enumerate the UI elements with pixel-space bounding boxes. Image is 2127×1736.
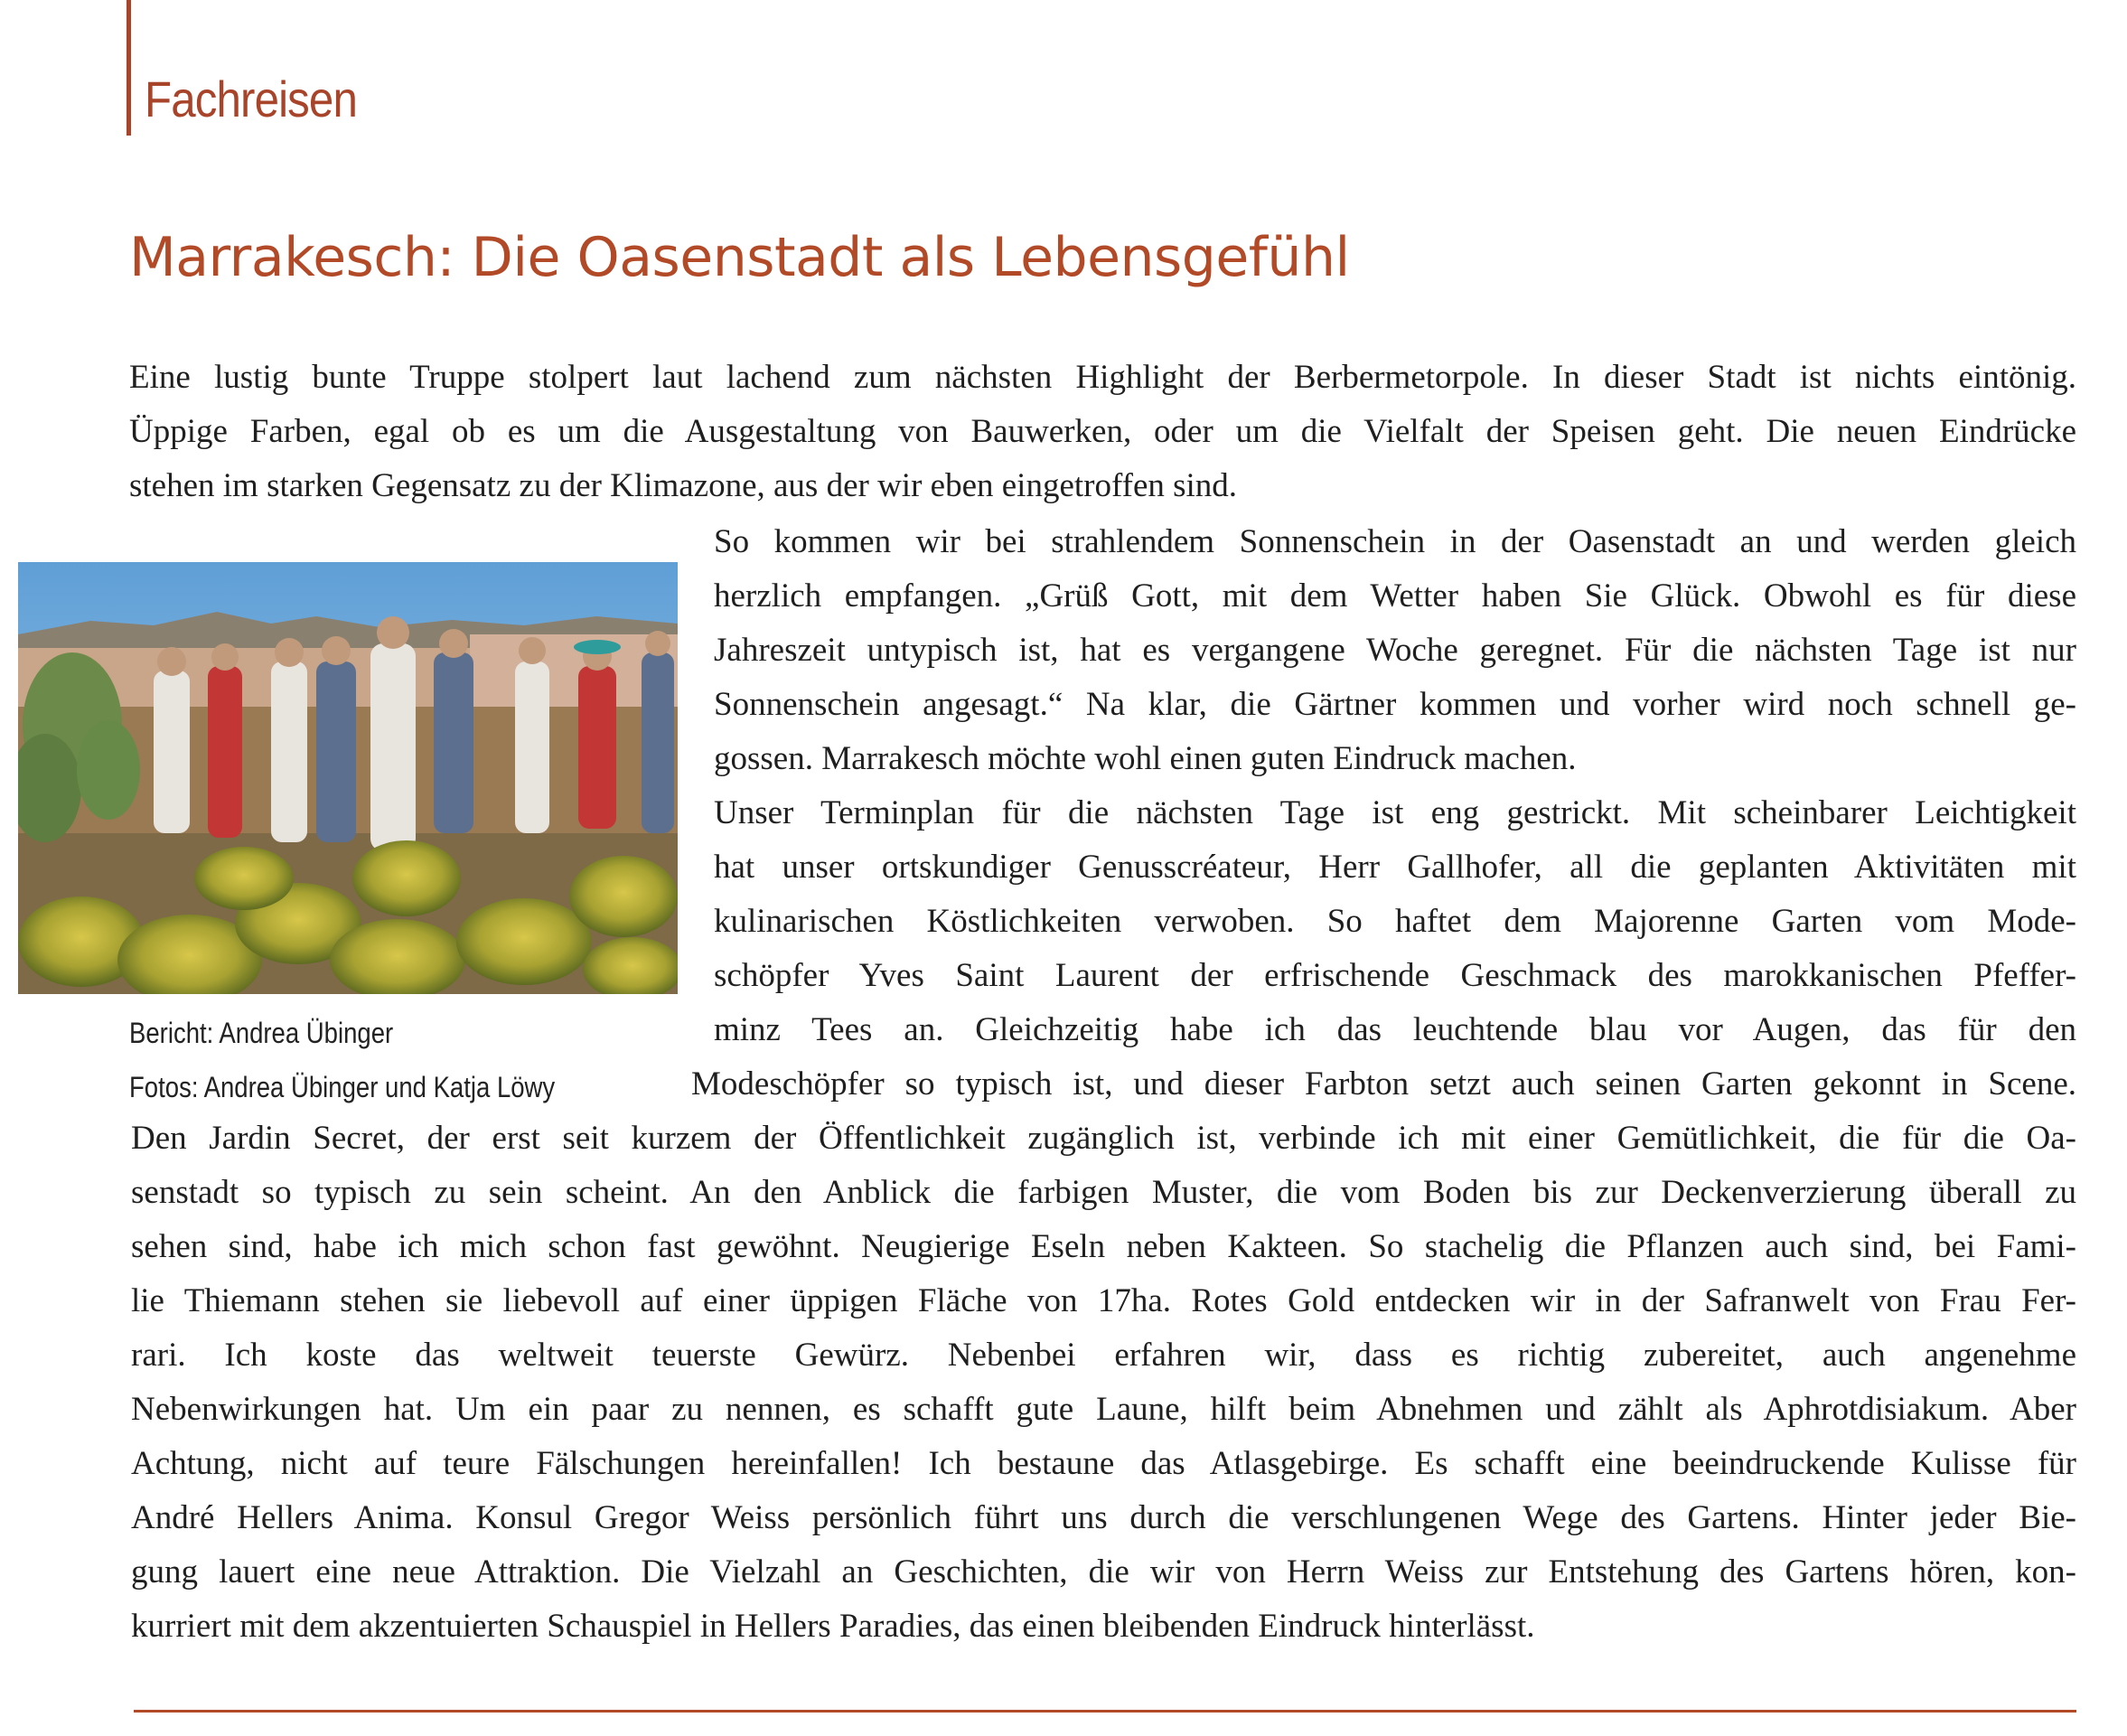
body-line: sehen sind, habe ich mich schon fast gewöhnt. Neugierige Eseln neben Kakteen. So stachelig die Pflanzen auch sind, bei Fami- [131,1228,2076,1265]
section-rule [126,0,131,136]
body-line: Nebenwirkungen hat. Um ein paar zu nennen, es schafft gute Laune, hilft beim Abnehmen und zählt als Aphrotdisiakum. Aber [131,1391,2076,1428]
report-credit: Bericht: Andrea Übinger [129,1017,394,1049]
body-line: kulinarischen Köstlichkeiten verwoben. So haftet dem Majorenne Garten vom Mode- [714,903,2076,940]
body-line: Den Jardin Secret, der erst seit kurzem der Öffentlichkeit zugänglich ist, verbinde ich mit einer Gemütlichkeit, die für die Oa- [131,1120,2076,1157]
bottom-rule [134,1710,2076,1713]
body-line: Sonnenschein angesagt.“ Na klar, die Gärtner kommen und vorher wird noch schnell ge- [714,686,2076,723]
group-photo-cactus-garden-image [18,562,678,994]
body-line: Modeschöpfer so typisch ist, und dieser Farbton setzt auch seinen Garten gekonnt in Scene. [691,1065,2076,1103]
body-line: gossen. Marrakesch möchte wohl einen guten Eindruck machen. [714,740,1577,777]
body-line: schöpfer Yves Saint Laurent der erfrischende Geschmack des marokkanischen Pfeffer- [714,957,2076,994]
photo-credit: Fotos: Andrea Übinger und Katja Löwy [129,1071,556,1103]
body-line: Üppige Farben, egal ob es um die Ausgestaltung von Bauwerken, oder um die Vielfalt der Speisen geht. Die neuen Eindrücke [129,413,2076,450]
body-line: stehen im starken Gegensatz zu der Klimazone, aus der wir eben eingetroffen sind. [129,467,1238,504]
body-line: Unser Terminplan für die nächsten Tage ist eng gestrickt. Mit scheinbarer Leichtigkeit [714,794,2076,831]
section-label: Fachreisen [145,70,357,127]
body-line: Achtung, nicht auf teure Fälschungen hereinfallen! Ich bestaune das Atlasgebirge. Es schafft eine beeindruckende Kulisse für [131,1445,2076,1482]
body-line: kurriert mit dem akzentuierten Schauspiel in Hellers Paradies, das einen bleibenden Eindruck hinterlässt. [131,1608,1535,1645]
body-line: hat unser ortskundiger Genusscréateur, Herr Gallhofer, all die geplanten Aktivitäten mit [714,849,2076,886]
body-line: So kommen wir bei strahlendem Sonnenschein in der Oasenstadt an und werden gleich [714,523,2076,560]
body-line: herzlich empfangen. „Grüß Gott, mit dem Wetter haben Sie Glück. Obwohl es für diese [714,577,2076,615]
body-line: gung lauert eine neue Attraktion. Die Vielzahl an Geschichten, die wir von Herrn Weiss zur Entstehung des Gartens hören, kon- [131,1553,2076,1591]
body-line: André Hellers Anima. Konsul Gregor Weiss persönlich führt uns durch die verschlungenen Wege des Gartens. Hinter jeder Bie- [131,1499,2076,1536]
body-line: rari. Ich koste das weltweit teuerste Gewürz. Nebenbei erfahren wir, dass es richtig zubereitet, auch angenehme [131,1337,2076,1374]
body-line: lie Thiemann stehen sie liebevoll auf einer üppigen Fläche von 17ha. Rotes Gold entdecken wir in der Safranwelt von Frau Fer- [131,1282,2076,1319]
body-line: Jahreszeit untypisch ist, hat es vergangene Woche geregnet. Für die nächsten Tage ist nur [714,632,2076,669]
body-line: Eine lustig bunte Truppe stolpert laut lachend zum nächsten Highlight der Berbermetorpole. In dieser Stadt ist nichts eintönig. [129,359,2076,396]
body-line: senstadt so typisch zu sein scheint. An den Anblick die farbigen Muster, die vom Boden bis zur Deckenverzierung überall zu [131,1174,2076,1211]
body-line: minz Tees an. Gleichzeitig habe ich das leuchtende blau vor Augen, das für den [714,1011,2076,1048]
article-title: Marrakesch: Die Oasenstadt als Lebensgefühl [129,226,1350,289]
